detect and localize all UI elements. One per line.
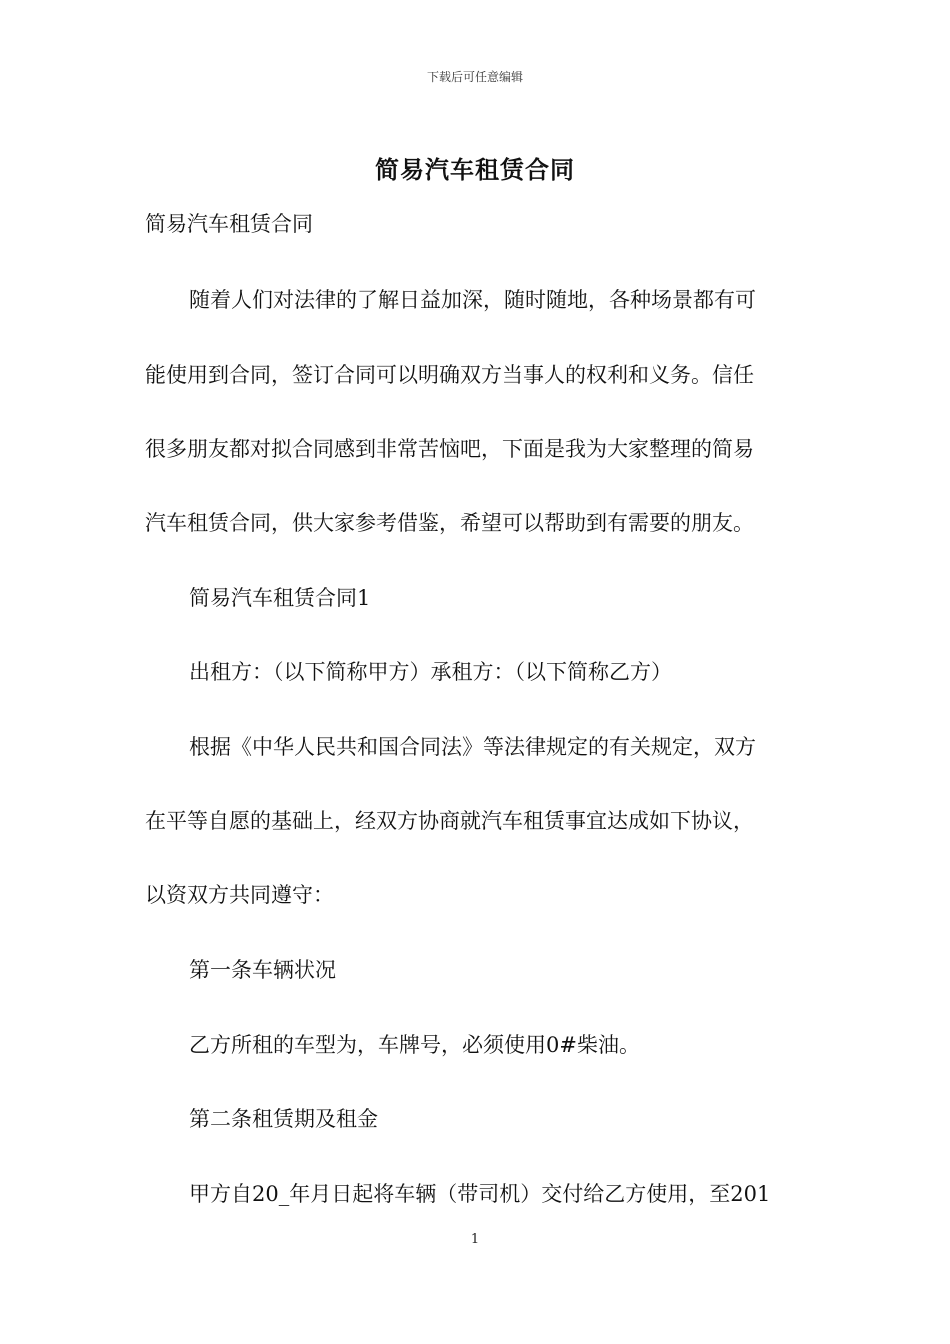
article-2-text: 甲方自20_年月日起将车辆（带司机）交付给乙方使用，至201 — [189, 1182, 771, 1206]
parties-line: 出租方：（以下简称甲方）承租方：（以下简称乙方） — [189, 660, 672, 684]
intro-line-4: 汽车租赁合同，供大家参考借鉴，希望可以帮助到有需要的朋友。 — [145, 511, 754, 535]
basis-line-3: 以资双方共同遵守： — [145, 883, 334, 907]
basis-line-1: 根据《中华人民共和国合同法》等法律规定的有关规定，双方 — [189, 735, 756, 759]
intro-line-1: 随着人们对法律的了解日益加深，随时随地，各种场景都有可 — [189, 288, 756, 312]
article-2-title: 第二条租赁期及租金 — [189, 1107, 378, 1131]
article-1-text: 乙方所租的车型为，车牌号，必须使用0#柴油。 — [189, 1033, 640, 1057]
document-subtitle: 简易汽车租赁合同 — [145, 212, 313, 236]
document-title: 简易汽车租赁合同 — [375, 155, 575, 184]
section-heading: 简易汽车租赁合同1 — [189, 586, 371, 610]
article-1-title: 第一条车辆状况 — [189, 958, 336, 982]
intro-line-2: 能使用到合同，签订合同可以明确双方当事人的权利和义务。信任 — [145, 363, 754, 387]
page-number: 1 — [470, 1232, 480, 1247]
intro-line-3: 很多朋友都对拟合同感到非常苦恼吧，下面是我为大家整理的简易 — [145, 437, 754, 461]
basis-line-2: 在平等自愿的基础上，经双方协商就汽车租赁事宜达成如下协议， — [145, 809, 754, 833]
header-note: 下载后可任意编辑 — [426, 70, 523, 84]
